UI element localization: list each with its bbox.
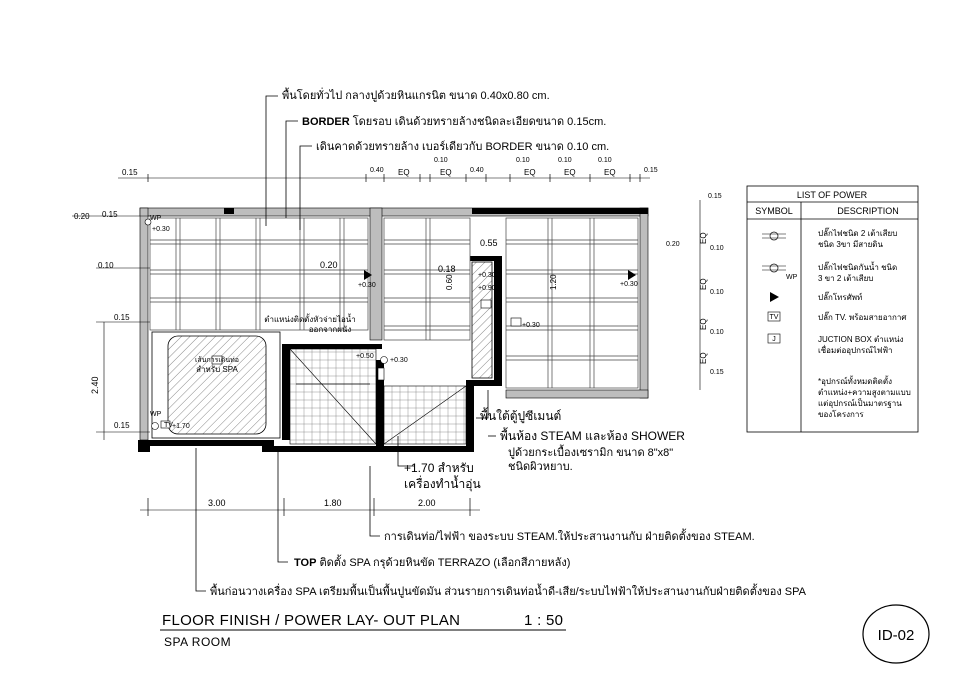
heater-outlet-icon	[378, 368, 384, 380]
junction-box-icon	[768, 334, 780, 343]
dim-label: 0.15	[708, 193, 722, 200]
dim-label: 0.15	[114, 421, 130, 430]
dim-label: EQ	[699, 352, 708, 364]
dim-label: 0.60	[445, 274, 454, 290]
dim-label: 0.20	[666, 241, 680, 248]
waterproof-outlet-icon	[152, 423, 159, 430]
legend-desc: ปลั๊กไฟชนิดกันน้ำ ชนิด	[818, 263, 898, 272]
dim-label: EQ	[440, 168, 452, 177]
dim-label: 0.40	[470, 167, 484, 174]
dim-label: 2.00	[418, 498, 436, 508]
svg-text:WP: WP	[786, 274, 798, 281]
legend-remark: ของโครงการ	[818, 410, 864, 419]
height-label: +0.30	[522, 322, 540, 329]
wp-tag: WP	[150, 215, 162, 222]
dim-label: 1.80	[324, 498, 342, 508]
dim-label: EQ	[524, 168, 536, 177]
dim-label: 0.10	[558, 157, 572, 164]
note-steam-system: การเดินท่อ/ไฟฟ้า ของระบบ STEAM.ให้ประสานงานกับ ฝ่ายติดตั้งของ STEAM.	[384, 531, 755, 543]
granite-grid-middle	[384, 218, 470, 340]
dim-label: EQ	[699, 318, 708, 330]
leader-notes	[210, 87, 807, 598]
height-label: +0.30	[152, 226, 170, 233]
steam-mount-label-b: ออกจากผนัง	[308, 325, 352, 334]
height-label: +0.50	[356, 353, 374, 360]
dim-label: 0.15	[102, 210, 118, 219]
legend-desc: ปลั๊ก TV. พร้อมสายอากาศ	[818, 313, 907, 322]
svg-text:TV: TV	[769, 314, 779, 321]
dim-label: 0.15	[710, 369, 724, 376]
dim-label: 0.18	[438, 264, 456, 274]
spa-pipe-label-a: เส้นการเดินท่อ	[195, 357, 239, 364]
note-steam-floor-b: ปูด้วยกระเบื้องเซรามิก ขนาด 8"x8"	[508, 447, 674, 459]
drawing-scale: 1 : 50	[524, 612, 564, 629]
legend-desc: 3 ขา 2 เต้าเสียบ	[818, 274, 874, 283]
note-heater-b: เครื่องทำน้ำอุ่น	[404, 477, 481, 491]
dim-label: 0.15	[122, 168, 138, 177]
height-label: +0.30	[390, 357, 408, 364]
dim-label: EQ	[699, 232, 708, 244]
legend-desc: ปลั๊กไฟชนิด 2 เต้าเสียบ	[818, 229, 898, 238]
dim-label: 0.15	[644, 167, 658, 174]
legend-desc: ชนิด 3ขา มีสายดิน	[818, 240, 883, 249]
dim-label: 0.40	[370, 167, 384, 174]
dim-label: 0.10	[710, 329, 724, 336]
bottom-dimensions	[140, 498, 480, 516]
legend-remark: *อุปกรณ์ทั้งหมดติดตั้ง	[818, 377, 892, 386]
dim-label: 1.20	[549, 274, 558, 290]
dim-label: 0.15	[114, 313, 130, 322]
legend-desc: เชื่อมต่ออุปกรณ์ไฟฟ้า	[818, 346, 893, 355]
left-dimensions	[72, 210, 150, 440]
dim-label: EQ	[604, 168, 616, 177]
note-steam-floor-c: ชนิดผิวหยาบ.	[508, 461, 573, 473]
note-heater-a: +1.70 สำหรับ	[404, 461, 474, 475]
note-spa-top: TOP ติดตั้ง SPA กรุด้วยหินขัด TERRAZO (เลือกสีภายหลัง)	[294, 557, 571, 569]
spa-pipe-label-b: สำหรับ SPA	[196, 365, 238, 374]
note-steam-floor-a: พื้นห้อง STEAM และห้อง SHOWER	[500, 429, 685, 443]
dim-label: EQ	[398, 168, 410, 177]
telephone-outlet-icon	[628, 270, 636, 280]
dim-label: 0.10	[434, 157, 448, 164]
dim-label: 0.55	[480, 238, 498, 248]
height-label: +0.30	[478, 272, 496, 279]
title-block	[160, 605, 929, 663]
dim-label: 0.10	[710, 289, 724, 296]
right-dimensions	[666, 193, 724, 390]
cabinet-cement-floor	[472, 262, 492, 378]
top-dimensions	[118, 157, 658, 182]
duplex-outlet-icon	[381, 357, 388, 364]
junction-box-icon	[511, 318, 521, 326]
drawing-title: FLOOR FINISH / POWER LAY- OUT PLAN	[162, 612, 461, 629]
sheet-number: ID-02	[877, 627, 915, 644]
legend-title: LIST OF POWER	[796, 190, 868, 200]
dim-label: 2.40	[90, 376, 100, 394]
granite-grid-left	[150, 218, 368, 330]
legend-remark: แต่อุปกรณ์เป็นมาตรฐาน	[818, 399, 902, 408]
dim-label: EQ	[564, 168, 576, 177]
height-label: +0.90	[478, 285, 496, 292]
dim-label: 3.00	[208, 498, 226, 508]
legend-col-desc: DESCRIPTION	[837, 206, 899, 216]
dim-label: 0.20	[74, 212, 90, 221]
legend-desc: ปลั๊กโทรศัพท์	[818, 293, 863, 302]
dim-label: 0.20	[320, 260, 338, 270]
note-cabinet: พื้นใต้ตู้ปูซีเมนต์	[480, 409, 562, 423]
dim-label: EQ	[699, 278, 708, 290]
legend-table	[747, 186, 918, 432]
height-label: +0.30	[620, 281, 638, 288]
dim-label: 0.10	[98, 261, 114, 270]
tv-outlet-icon	[481, 300, 491, 308]
tv-outlet-icon	[768, 312, 780, 321]
height-label: +0.30	[358, 282, 376, 289]
room-name: SPA ROOM	[164, 635, 232, 649]
steam-mount-label-a: ตำแหน่งติดตั้งหัวจ่ายไอน้ำ	[264, 315, 356, 324]
dim-label: 0.10	[710, 245, 724, 252]
dim-label: 0.10	[598, 157, 612, 164]
tv-tag: TV	[164, 422, 173, 429]
wp-tag: WP	[150, 411, 162, 418]
height-label: +1.70	[172, 423, 190, 430]
legend-col-symbol: SYMBOL	[755, 206, 793, 216]
dim-label: 0.10	[516, 157, 530, 164]
note-border: BORDER โดยรอบ เดินด้วยทรายล้างชนิดละเอียดขนาด 0.15cm.	[302, 116, 607, 128]
legend-remark: ตำแหน่ง+ความสูงตามแบบ	[818, 388, 911, 397]
svg-text:J: J	[772, 336, 776, 343]
note-general-floor: พื้นโดยทั่วไป กลางปูด้วยหินแกรนิต ขนาด 0.40x0.80 cm.	[282, 90, 550, 102]
note-spa-base: พื้นก่อนวางเครื่อง SPA เตรียมพื้นเป็นพื้นปูนขัดมัน ส่วนรายการเดินท่อน้ำดี-เสีย/ระบบไฟฟ้าให้ประสานงานกับฝ่ายติดตั้งของ SPA	[210, 586, 806, 598]
granite-grid-right	[506, 218, 638, 388]
note-divider: เดินคาดด้วยทรายล้าง เบอร์เดียวกับ BORDER ขนาด 0.10 cm.	[316, 141, 610, 153]
legend-desc: JUCTION BOX ตำแหน่ง	[818, 335, 904, 344]
